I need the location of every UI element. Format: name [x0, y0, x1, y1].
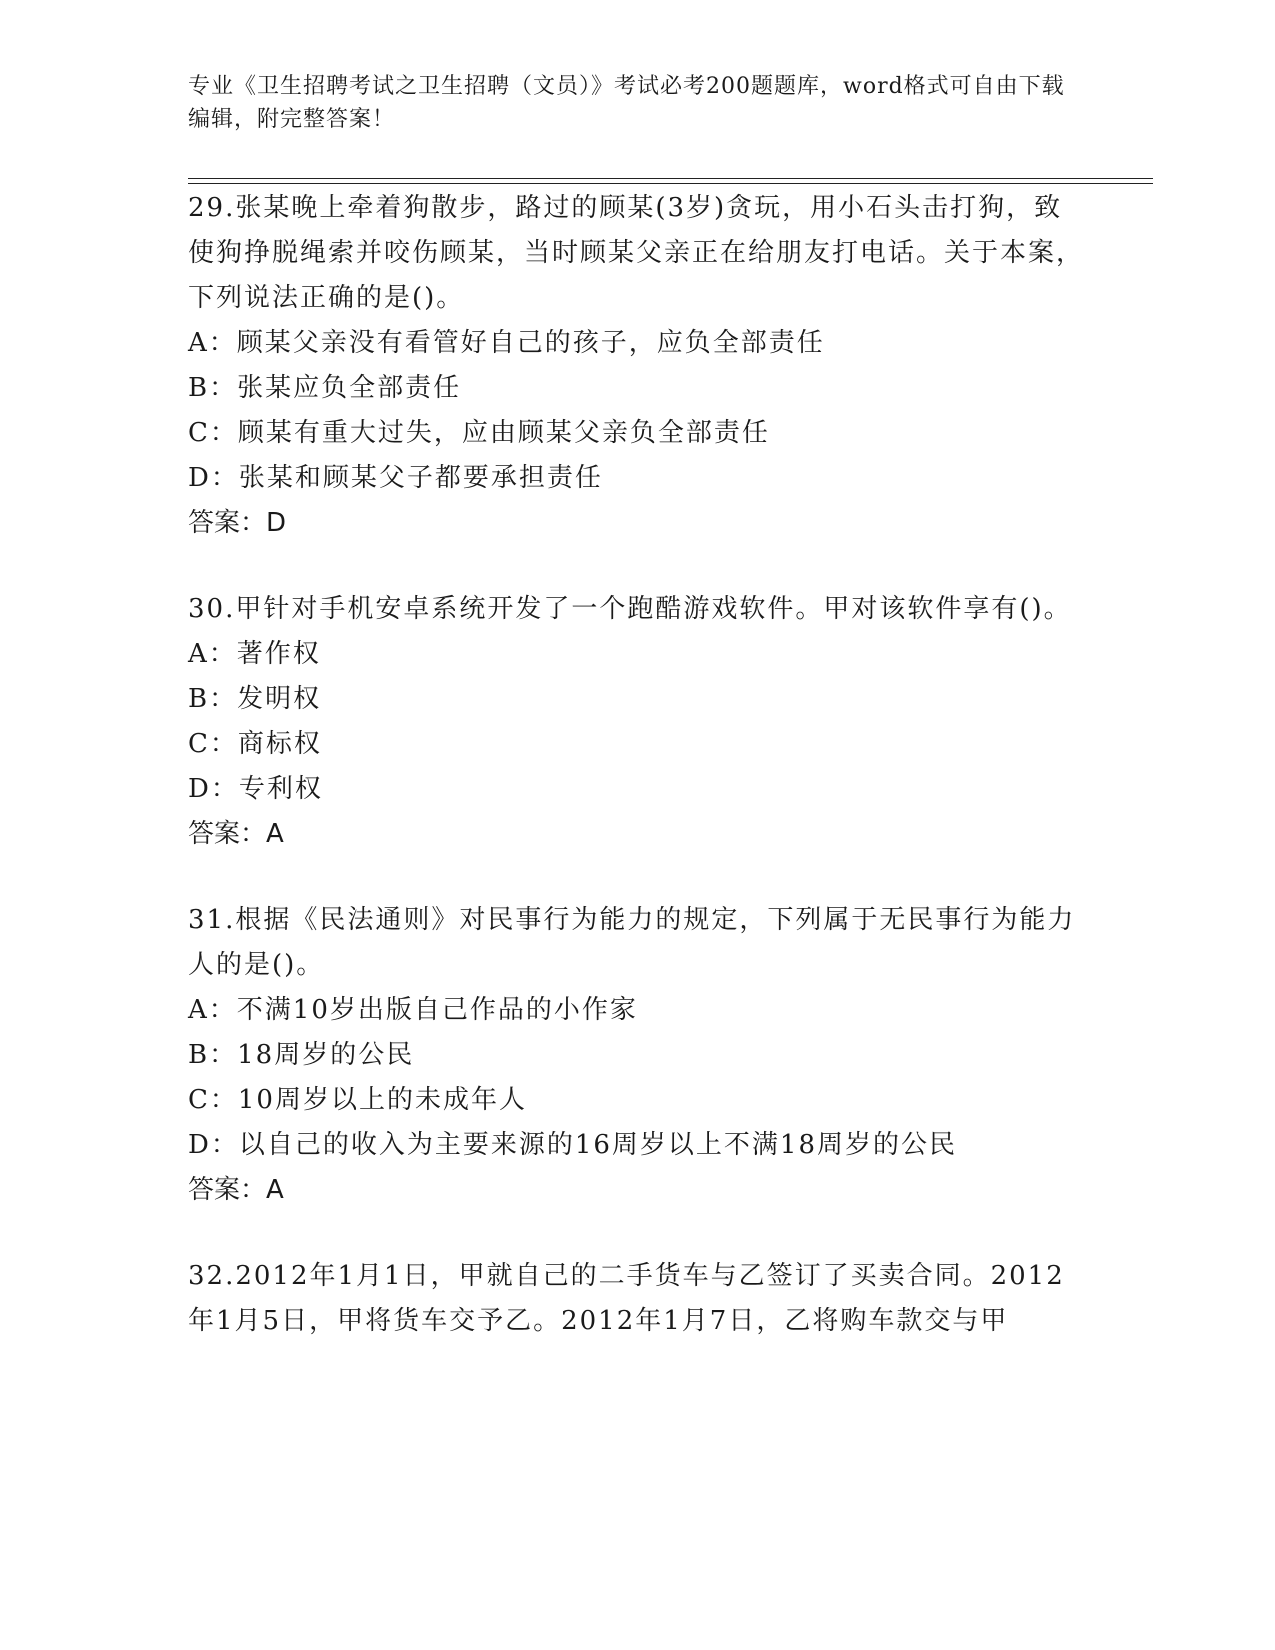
option-d: D：以自己的收入为主要来源的16周岁以上不满18周岁的公民: [188, 1130, 958, 1160]
question-31: [188, 898, 1088, 1213]
question-text: 29.张某晚上牵着狗散步，路过的顾某(3岁)贪玩，用小石头击打狗，致使狗挣脱绳索并咬伤顾某，当时顾某父亲正在给朋友打电话。关于本案，下列说法正确的是()。: [188, 193, 1085, 313]
option-a: A：不满10岁出版自己作品的小作家: [188, 995, 638, 1025]
answer: 答案：D: [188, 508, 287, 538]
option-b: B：张某应负全部责任: [188, 373, 462, 403]
header-divider-top: [188, 178, 1153, 179]
option-a: A：著作权: [188, 639, 321, 669]
header-divider-bottom: [188, 183, 1153, 184]
option-b: B：发明权: [188, 684, 322, 714]
option-d: D：张某和顾某父子都要承担责任: [188, 463, 603, 493]
question-32: [188, 1254, 1088, 1344]
answer: 答案：A: [188, 1175, 284, 1205]
option-c: C：商标权: [188, 729, 322, 759]
document-header: 专业《卫生招聘考试之卫生招聘（文员）》考试必考200题题库，word格式可自由下载编辑，附完整答案！: [188, 74, 1065, 132]
option-d: D：专利权: [188, 774, 323, 804]
answer: 答案：A: [188, 819, 284, 849]
question-list: [188, 186, 1088, 1344]
question-text: 32.2012年1月1日，甲就自己的二手货车与乙签订了买卖合同。2012年1月5日，甲将货车交予乙。2012年1月7日，乙将购车款交与甲: [188, 1261, 1065, 1336]
option-c: C：10周岁以上的未成年人: [188, 1085, 527, 1115]
question-30: [188, 587, 1088, 857]
option-a: A：顾某父亲没有看管好自己的孩子，应负全部责任: [188, 328, 825, 358]
question-text: 31.根据《民法通则》对民事行为能力的规定，下列属于无民事行为能力人的是()。: [188, 905, 1076, 980]
question-29: [188, 186, 1088, 546]
option-b: B：18周岁的公民: [188, 1040, 415, 1070]
question-text: 30.甲针对手机安卓系统开发了一个跑酷游戏软件。甲对该软件享有()。: [188, 594, 1072, 624]
option-c: C：顾某有重大过失，应由顾某父亲负全部责任: [188, 418, 770, 448]
